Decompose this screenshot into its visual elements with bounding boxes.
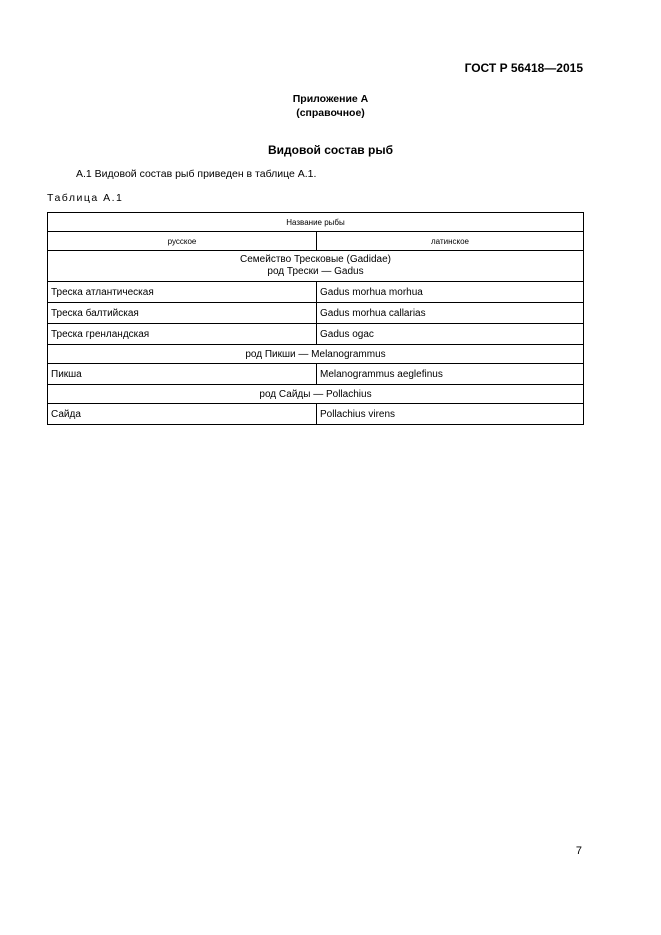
column-header-russian: русское xyxy=(48,232,317,251)
genus-row xyxy=(48,345,584,364)
appendix-heading xyxy=(0,92,661,120)
table-header-row xyxy=(48,213,584,232)
table-subheader-row xyxy=(48,232,584,251)
page-number: 7 xyxy=(575,845,582,857)
table-caption: Таблица А.1 xyxy=(47,192,124,204)
standard-code: ГОСТ Р 56418—2015 xyxy=(464,61,583,75)
section-title: Видовой состав рыб xyxy=(267,143,394,157)
appendix-title: Приложение А xyxy=(292,93,369,105)
table-row xyxy=(48,364,584,385)
species-russian: Треска балтийская xyxy=(48,303,317,324)
species-latin: Gadus ogac xyxy=(317,324,584,345)
species-latin: Pollachius virens xyxy=(317,404,584,425)
species-latin: Melanogrammus aeglefinus xyxy=(317,364,584,385)
column-header-latin: латинское xyxy=(317,232,584,251)
species-russian: Пикша xyxy=(48,364,317,385)
species-russian: Треска атлантическая xyxy=(48,282,317,303)
species-russian: Сайда xyxy=(48,404,317,425)
table-row xyxy=(48,282,584,303)
appendix-subtitle: (справочное) xyxy=(296,107,365,119)
family-name: Семейство Тресковые (Gadidae) xyxy=(240,254,391,265)
species-latin: Gadus morhua morhua xyxy=(317,282,584,303)
table-header-group: Название рыбы xyxy=(48,213,584,232)
genus-row xyxy=(48,385,584,404)
genus-melanogrammus: род Пикши — Melanogrammus xyxy=(48,345,584,364)
genus-pollachius: род Сайды — Pollachius xyxy=(48,385,584,404)
table-row xyxy=(48,404,584,425)
genus-gadus: род Трески — Gadus xyxy=(267,266,364,277)
intro-paragraph: А.1 Видовой состав рыб приведен в таблице А.1. xyxy=(76,168,317,180)
table-row xyxy=(48,303,584,324)
fish-species-table xyxy=(47,212,584,425)
table-row xyxy=(48,324,584,345)
species-russian: Треска гренландская xyxy=(48,324,317,345)
family-cell xyxy=(48,251,584,282)
species-latin: Gadus morhua callarias xyxy=(317,303,584,324)
family-row xyxy=(48,251,584,282)
